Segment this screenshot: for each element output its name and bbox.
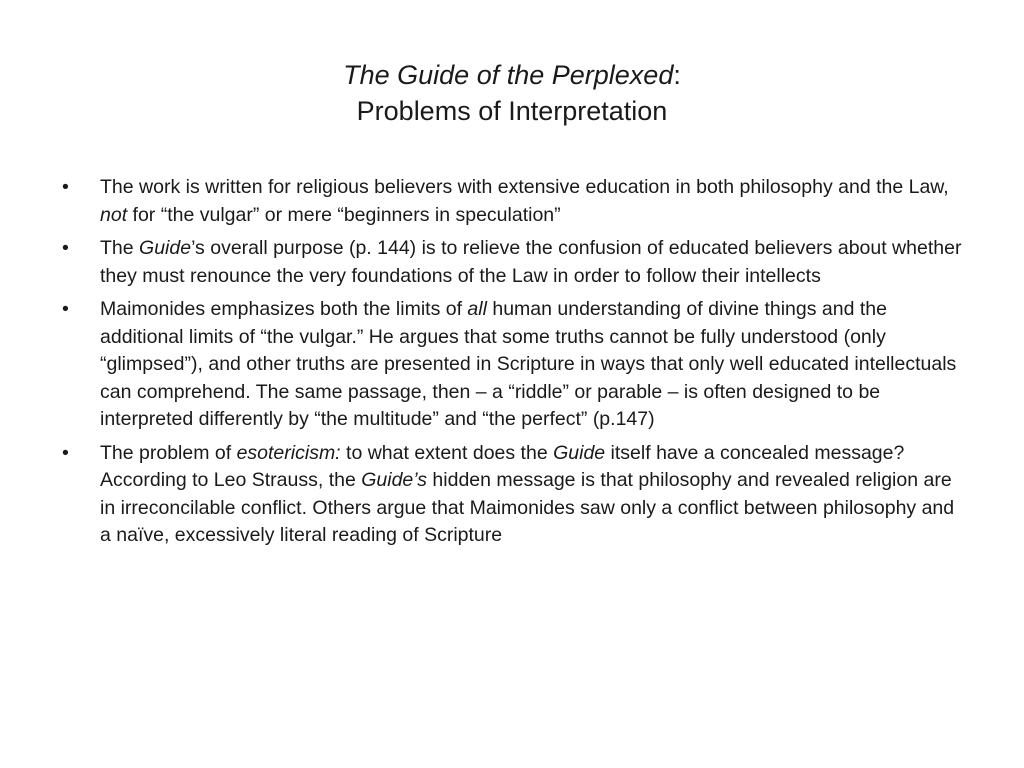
text-run: to what extent does the [340,441,554,464]
title-colon: : [673,60,681,90]
text-run: The work is written for religious believers with extensive education in both philosophy and the Law, [100,176,949,198]
italic-text: Guide’s [361,469,427,491]
slide-title [0,57,1024,129]
italic-text: not [100,203,128,226]
bullet-marker: • [62,298,69,320]
text-run: hidden message is that philosophy and revealed religion are in irreconcilable conflict. Others argue that Maimonides saw only a conflict between philosophy and a naïve, excessively literal reading of Scripture [100,469,955,546]
italic-text: Guide [553,441,606,464]
bullet-marker: • [62,176,69,198]
italic-text: all [467,298,487,320]
text-run: The problem of [100,441,237,464]
bullet-marker: • [62,441,69,464]
text-run: Maimonides emphasizes both the limits of [100,298,468,320]
text-run: for “the vulgar” or mere “beginners in speculation” [127,203,561,226]
italic-text: esotericism: [236,441,341,464]
italic-text: Guide [139,237,192,259]
bullet-item [56,235,968,290]
text-run: itself have a concealed message? According to Leo Strauss, the [100,441,905,491]
bullet-text [100,237,961,287]
bullet-text [100,298,956,430]
bullet-item [56,440,968,550]
bullet-item [56,296,968,434]
text-run: The [100,237,140,259]
title-subtitle: Problems of Interpretation [356,96,668,126]
text-run: human understanding of divine things and the additional limits of “the vulgar.” He argues that some truths cannot be fully understood (only “glimpsed”), and other truths are presented in Scripture in ways that only well educated intellectuals can comprehend. The same passage, then – a “riddle” or parable – is often designed to be interpreted differently by “the multitude” and “the perfect” (p.147) [100,298,957,430]
bullet-list [56,174,968,556]
bullet-text [100,176,949,226]
title-book-name: The Guide of the Perplexed [343,60,674,90]
bullet-text [100,442,954,547]
bullet-marker: • [62,237,69,259]
bullet-item [56,174,968,229]
text-run: ’s overall purpose (p. 144) is to relieve the confusion of educated believers about whether they must renounce the very foundations of the Law in order to follow their intellects [100,237,962,287]
